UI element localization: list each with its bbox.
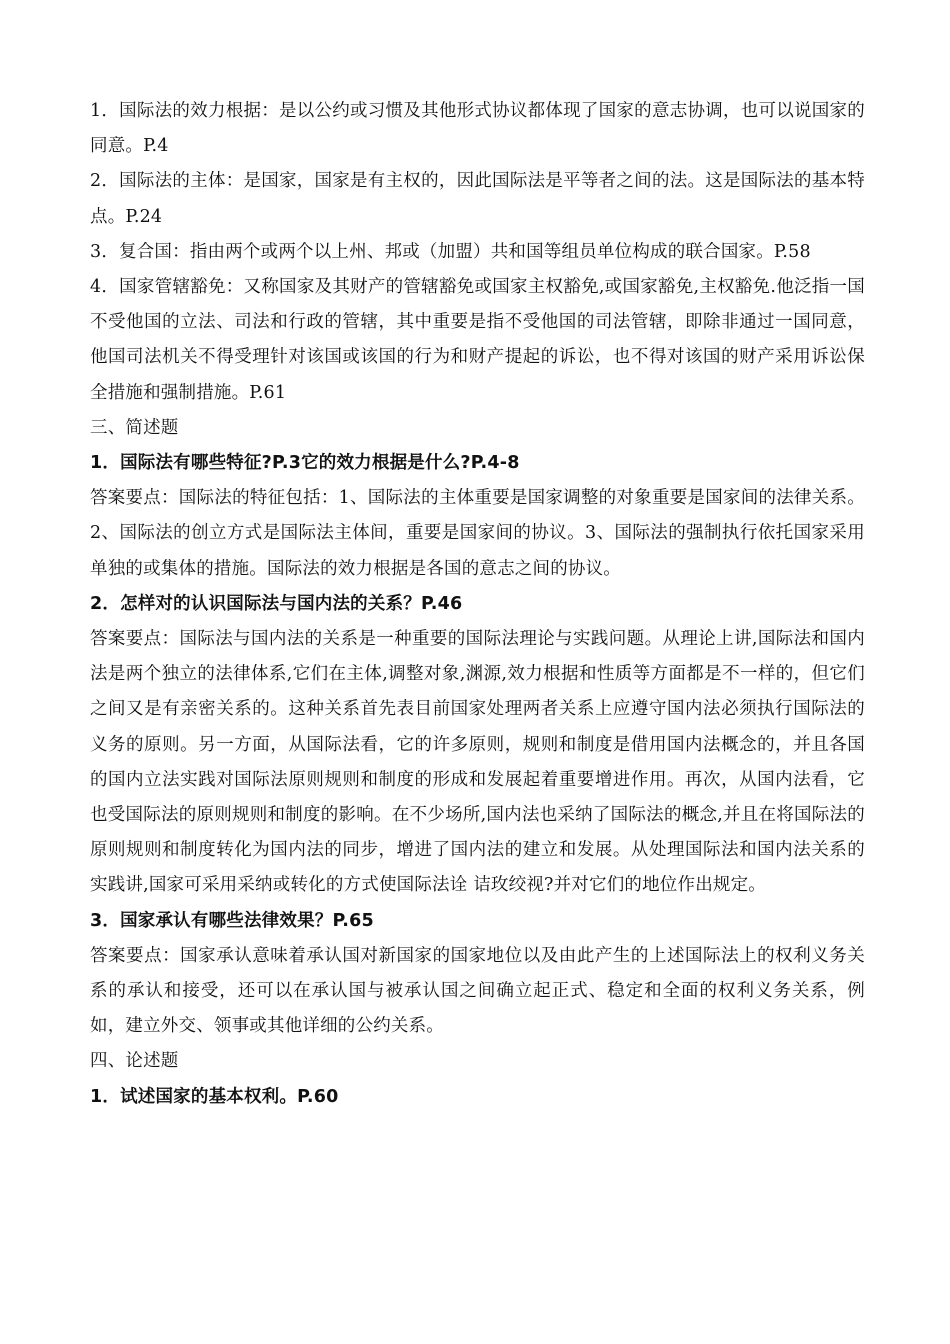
short-answer-answer-2: 答案要点：国际法与国内法的关系是一种重要的国际法理论与实践问题。从理论上讲,国际法和国内法是两个独立的法律体系,它们在主体,调整对象,渊源,效力根据和性质等方面都是不一样的，但它们之间又是有亲密关系的。这种关系首先表目前国家处理两者关系上应遵守国内法必须执行国际法的义务的原则。另一方面，从国际法看，它的许多原则，规则和制度是借用国内法概念的，并且各国的国内立法实践对国际法原则规则和制度的形成和发展起着重要增进作用。再次，从国内法看，它也受国际法的原则规则和制度的影响。在不少场所,国内法也采纳了国际法的概念,并且在将国际法的原则规则和制度转化为国内法的同步，增进了国内法的建立和发展。从处理国际法和国内法关系的实践讲,国家可采用采纳或转化的方式使国际法诠 诘玫绞视?并对它们的地位作出规定。 [90, 629, 865, 896]
short-answer-answer-1: 答案要点：国际法的特征包括：1、国际法的主体重要是国家调整的对象重要是国家间的法律关系。2、国际法的创立方式是国际法主体间，重要是国家间的协议。3、国际法的强制执行依托国家采用单独的或集体的措施。国际法的效力根据是各国的意志之间的协议。 [90, 488, 865, 579]
definition-4: 4．国家管辖豁免：又称国家及其财产的管辖豁免或国家主权豁免,或国家豁免,主权豁免.他泛指一国不受他国的立法、司法和行政的管辖，其中重要是指不受他国的司法管辖，即除非通过一国同意，他国司法机关不得受理针对该国或该国的行为和财产提起的诉讼，也不得对该国的财产采用诉讼保全措施和强制措施。P.61 [90, 277, 865, 403]
essay-question-1: 1．试述国家的基本权利。P.60 [90, 1086, 339, 1107]
short-answer-question-2: 2．怎样对的认识国际法与国内法的关系？P.46 [90, 593, 463, 614]
definition-2: 2．国际法的主体：是国家，国家是有主权的，因此国际法是平等者之间的法。这是国际法的基本特点。P.24 [90, 171, 865, 227]
section-heading-short-answer: 三、简述题 [90, 417, 179, 438]
section-heading-essay: 四、论述题 [90, 1051, 179, 1072]
short-answer-answer-3: 答案要点：国家承认意味着承认国对新国家的国家地位以及由此产生的上述国际法上的权利义务关系的承认和接受，还可以在承认国与被承认国之间确立起正式、稳定和全面的权利义务关系，例如，建立外交、领事或其他详细的公约关系。 [90, 945, 865, 1037]
short-answer-question-3: 3．国家承认有哪些法律效果？P.65 [90, 910, 374, 931]
document-page [90, 94, 865, 1115]
definition-3: 3．复合国：指由两个或两个以上州、邦或（加盟）共和国等组员单位构成的联合国家。P.58 [90, 241, 811, 262]
short-answer-question-1: 1．国际法有哪些特征?P.3它的效力根据是什么?P.4-8 [90, 453, 520, 474]
definition-1: 1．国际法的效力根据：是以公约或习惯及其他形式协议都体现了国家的意志协调，也可以说国家的同意。P.4 [90, 101, 865, 157]
